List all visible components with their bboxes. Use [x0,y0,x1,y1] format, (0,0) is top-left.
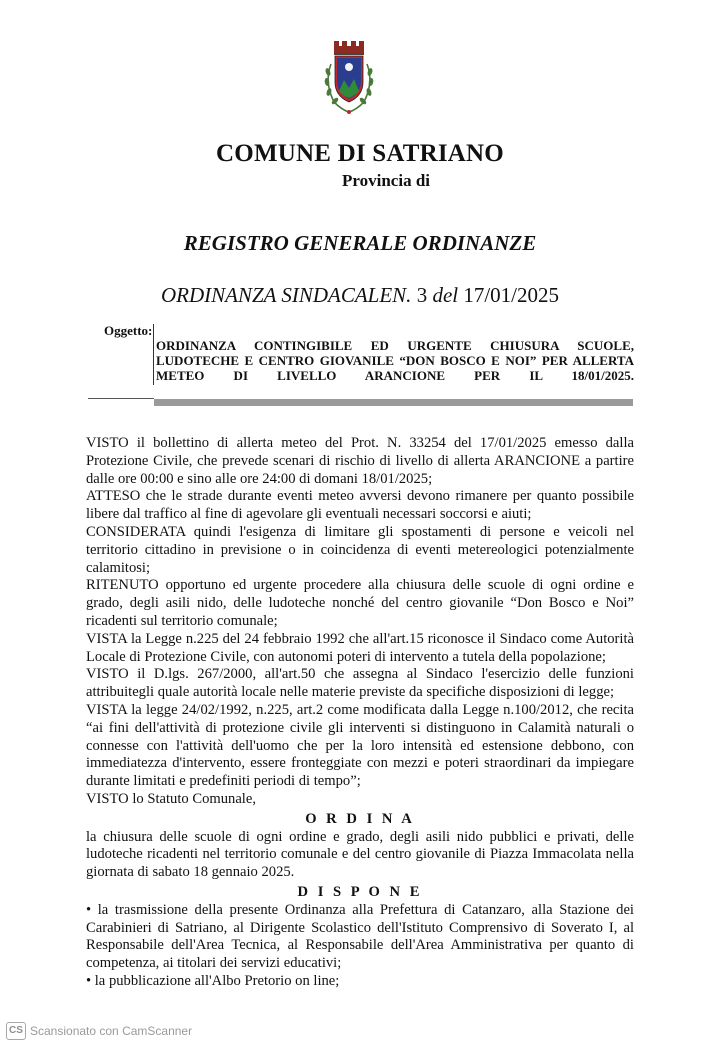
ordinance-number: 3 [416,283,428,307]
ordinance-prefix: ORDINANZA SINDACALEN. [160,283,412,307]
crown-icon [334,41,364,55]
divider-bar [154,399,633,406]
coat-of-arms-logo [318,36,380,120]
subject-label: Oggetto: [104,323,153,338]
subject-box [153,324,634,385]
premise-paragraph: VISTO il bollettino di allerta meteo del Prot. N. 33254 del 17/01/2025 emesso dalla Protezione Civile, che prevede scenari di rischio di livello di allerta ARANCIONE a partire dalle ore 00:00 e sino alle ore 24:00 di domani 18/01/2025; [86,435,634,487]
subject-line: METEO DI LIVELLO ARANCIONE PER IL 18/01/2025. [156,368,634,383]
divider [88,398,154,399]
province-label: Provincia di [342,171,430,190]
ordinance-date: 17/01/2025 [463,283,560,307]
subject-line: ORDINANZA CONTINGIBILE ED URGENTE CHIUSURA SCUOLE, [156,338,634,353]
premise-paragraph: VISTA la Legge n.225 del 24 febbraio 1992 che all'art.15 riconosce il Sindaco come Autorità Locale di Protezione Civile, con autonomi poteri di intervento a tutela della popolazione; [86,630,634,665]
premise-paragraph: VISTO lo Statuto Comunale, [86,790,256,807]
subject-line: LUDOTECHE E CENTRO GIOVANILE “DON BOSCO E NOI” PER ALLERTA [156,353,634,368]
premise-paragraph: VISTA la legge 24/02/1992, n.225, art.2 come modificata dalla Legge n.100/2012, che recita “ai fini dell'attività di protezione civile gli interventi si distinguono in Calamità naturali o connesse con l'attività dell'uomo che per la loro intensità ed estensione debbono, con immediatezza d'intervento, essere fronteggiate con mezzi e poteri straordinari da impiegare durante limitati e predefiniti periodi di tempo”; [86,701,634,790]
watermark-text: Scansionato con CamScanner [30,1024,193,1038]
registry-heading: REGISTRO GENERALE ORDINANZE [183,231,537,255]
document-body [86,435,634,991]
premise-paragraph: ATTESO che le strade durante eventi meteo avversi devono rimanere per quanto possibile libere dal traffico al fine di agevolare gli eventuali necessari soccorsi e aiuti; [86,488,634,523]
dispone-item: • la trasmissione della presente Ordinanza alla Prefettura di Catanzaro, alla Stazione dei Carabinieri di Satriano, al Dirigente Scolastico dell'Istituto Comprensivo di Soverato I, al Responsabile dell'Area Tecnica, al Responsabile dell'Area Amministrativa per quanto di competenza, ai titolari dei servizi educativi; [86,901,634,972]
premise-paragraph: RITENUTO opportuno ed urgente procedere alla chiusura delle scuole di ogni ordine e grado, degli asili nido, delle ludoteche nonché del centro giovanile “Don Bosco e Noi” ricadenti sul territorio comunale; [86,577,634,629]
page-title: COMUNE DI SATRIANO [216,140,504,167]
ordina-text: la chiusura delle scuole di ogni ordine e grado, degli asili nido pubblici e privati, delle ludoteche ricadenti nel territorio comunale e del centro giovanile di Piazza Immacolata nella giornata di sabato 18 gennaio 2025. [86,828,634,881]
ordina-heading: O R D I N A [305,810,415,827]
ordinance-line [0,283,720,308]
ordinance-del: del [432,283,459,307]
premise-paragraph: CONSIDERATA quindi l'esigenza di limitare gli spostamenti di persone e veicoli nel territorio cittadino in previsione o in coincidenza di eventi metereologici potenzialmente calamitosi; [86,523,634,576]
subject-text [154,324,634,385]
dispone-heading: D I S P O N E [297,883,423,900]
camscanner-logo-icon: CS [6,1022,26,1040]
scanner-watermark [6,1022,192,1040]
premise-paragraph: VISTO il D.lgs. 267/2000, all'art.50 che assegna al Sindaco l'esercizio delle funzioni attribuitegli quale autorità locale nelle materie previste da specifiche disposizioni di legge; [86,666,634,701]
dispone-item: • la pubblicazione all'Albo Pretorio on line; [86,972,340,989]
